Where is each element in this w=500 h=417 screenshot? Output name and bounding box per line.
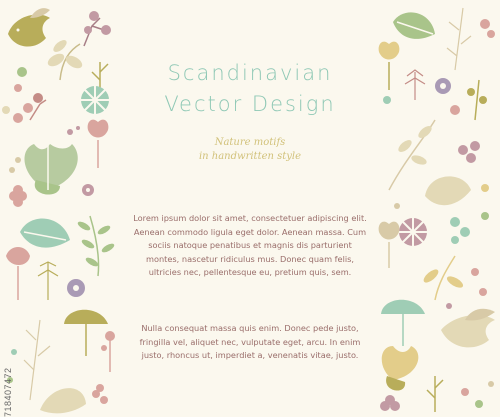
star-flower-icon	[81, 86, 109, 114]
subtitle-line-2: in handwritten style	[198, 151, 302, 162]
flower-cluster-icon	[458, 141, 480, 163]
fern-icon	[76, 216, 115, 276]
text-panel	[125, 0, 375, 417]
turnip-icon	[382, 346, 419, 391]
clover-icon	[380, 395, 400, 411]
leaf-sprig-icon	[46, 38, 85, 80]
bottom-berries-icon	[92, 384, 108, 404]
thistle-icon	[405, 70, 425, 100]
body-paragraph-2: Nulla consequat massa quis enim. Donec pede justo, fringilla vel, aliquet nec, vulputate eget, arcu. In enim justo, rhoncus ut, imperdiet a, venenatis vitae, justo.	[139, 323, 361, 361]
left-floral-border	[0, 0, 125, 417]
mauve-star-icon	[399, 218, 427, 246]
wheat-icon	[447, 8, 471, 70]
branch-icon	[389, 120, 435, 190]
leaf-icon	[393, 12, 435, 38]
leaf-icon	[20, 219, 70, 248]
mauve-flower-icon	[67, 279, 85, 297]
bird-icon	[441, 309, 495, 348]
berries-icon	[13, 93, 46, 123]
subtitle	[125, 136, 375, 164]
page-title	[125, 58, 375, 120]
subtitle-line-1: Nature motifs	[214, 137, 286, 148]
bottom-leaf-icon	[40, 388, 86, 413]
thistle-icon	[38, 262, 58, 300]
pink-sprig-icon	[101, 331, 115, 372]
bird-icon	[8, 8, 50, 46]
title-line-1: Scandinavian	[167, 61, 333, 85]
turnip-icon	[25, 144, 78, 195]
teal-berries-icon	[450, 217, 470, 244]
tulip-icon	[379, 42, 400, 90]
stock-id-watermark: 718407472	[3, 367, 13, 417]
wheat-icon	[24, 320, 50, 400]
sprig-icon	[92, 62, 108, 90]
body-paragraph-1: Lorem ipsum dolor sit amet, consectetuer adipiscing elit. Aenean commodo ligula eget dolor. Aenean massa. Cum sociis natoque penatibus et magnis dis parturient montes, nascetur ridiculus mus. Donec quam felis, ultricies nec, pellentesque eu, pretium quis, sem.	[133, 213, 367, 278]
leaf-spray-icon	[422, 256, 465, 300]
title-line-2: Vector Design	[164, 92, 336, 116]
berry-sprig-icon	[467, 80, 487, 120]
sprig-icon	[427, 376, 443, 412]
flower-small-icon	[82, 184, 94, 196]
big-leaf-icon	[425, 176, 471, 205]
tulip-2-icon	[379, 222, 400, 268]
fan-flower-icon	[381, 300, 425, 346]
mauve-flower-icon	[435, 78, 451, 94]
right-floral-border	[375, 0, 500, 417]
